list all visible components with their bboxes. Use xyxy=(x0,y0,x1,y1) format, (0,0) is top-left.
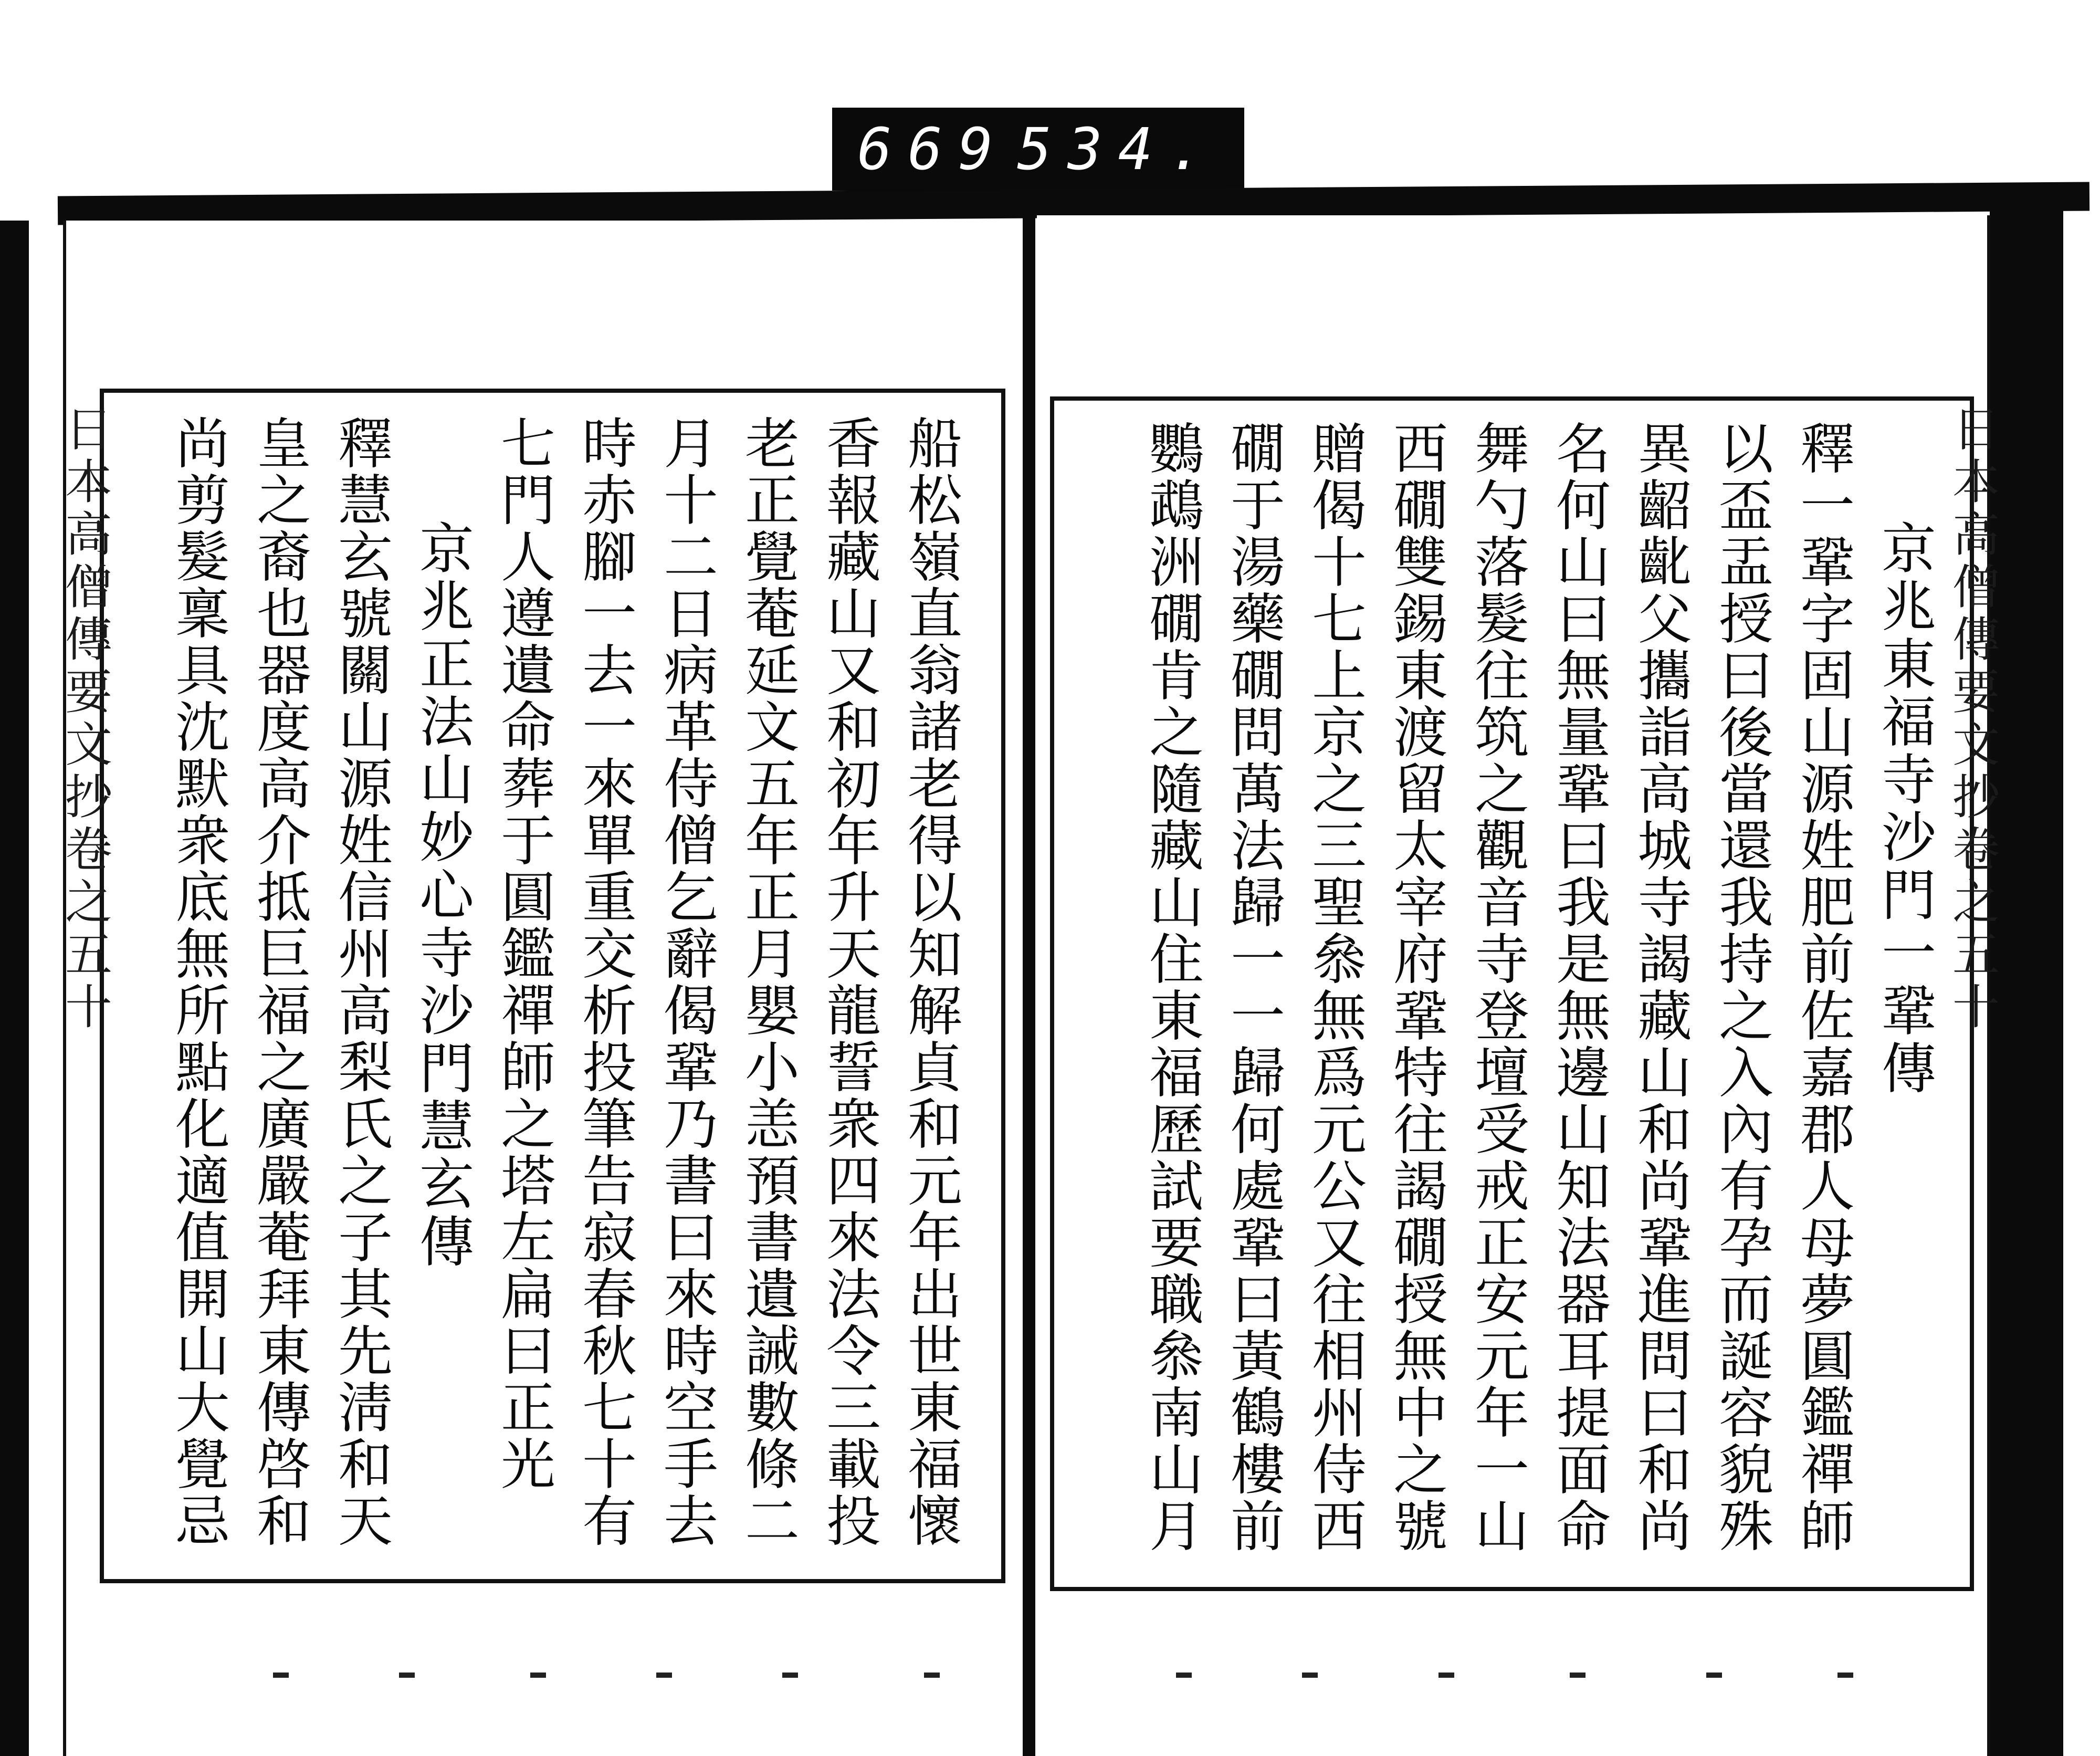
archive-label xyxy=(832,108,1244,191)
right-margin-title: 日本高僧傳要文抄卷之五十 xyxy=(1944,404,1999,1034)
right-column-8: 贈偈十七上京之三聖叅無爲元公又往相州侍西 xyxy=(1303,420,1367,1554)
left-column-3: 老正覺菴延文五年正月嬰小恙預書遺誡數條二 xyxy=(736,415,800,1549)
print-mark xyxy=(1176,1673,1192,1678)
print-mark xyxy=(1302,1673,1318,1678)
archive-number-left: 669 xyxy=(857,116,1009,183)
right-column-9: 礀于湯藥礀問萬法歸一一歸何處鞏曰黃鶴樓前 xyxy=(1221,420,1285,1554)
left-margin-title: 日本高僧傳要文抄卷之五十 xyxy=(57,404,112,1034)
right-column-6: 舞勺落髮往筑之觀音寺登壇受戒正安元年一山 xyxy=(1465,420,1529,1554)
right-column-7: 西礀雙錫東渡留太宰府鞏特往謁礀授無中之號 xyxy=(1384,420,1448,1554)
left-column-6: 七門人遵遺命葬于圓鑑禪師之塔左扁曰正光 xyxy=(491,415,555,1492)
print-mark xyxy=(656,1673,672,1678)
print-mark xyxy=(1838,1673,1853,1678)
left-column-9: 皇之裔也器度高介抵巨福之廣嚴菴拜東傳啓和 xyxy=(247,415,311,1549)
print-mark xyxy=(782,1673,798,1678)
archive-number-right: 534. xyxy=(1017,116,1220,183)
print-mark xyxy=(399,1673,415,1678)
print-mark xyxy=(1570,1673,1586,1678)
left-heading: 京兆正法山妙心寺沙門慧玄傳 xyxy=(410,520,474,1271)
print-mark xyxy=(1706,1673,1722,1678)
print-mark xyxy=(530,1673,546,1678)
book-cover-left xyxy=(0,221,29,1756)
left-column-4: 月十二日病革侍僧乞辭偈鞏乃書曰來時空手去 xyxy=(654,415,718,1549)
left-column-2: 香報藏山又和初年升天龍誓衆四來法令三載投 xyxy=(817,415,881,1549)
right-column-10: 鸚鵡洲礀肯之隨藏山住東福歷試要職叅南山月 xyxy=(1140,420,1204,1554)
print-mark xyxy=(273,1673,289,1678)
book-spine xyxy=(1023,210,1035,1756)
left-column-1: 船松嶺直翁諸老得以知解貞和元年出世東福懷 xyxy=(898,415,962,1549)
left-column-8: 釋慧玄號關山源姓信州高梨氏之子其先淸和天 xyxy=(329,415,393,1549)
right-heading: 京兆東福寺沙門一鞏傳 xyxy=(1872,520,1936,1098)
print-mark xyxy=(1438,1673,1454,1678)
left-column-10: 尚剪髮稟具沈默衆底無所點化適值開山大覺忌 xyxy=(166,415,230,1549)
right-column-2: 釋一鞏字固山源姓肥前佐嘉郡人母夢圓鑑禪師 xyxy=(1791,420,1855,1554)
left-column-5: 時赤腳一去一來單重交析投筆告寂春秋七十有 xyxy=(573,415,637,1549)
right-column-5: 名何山曰無量鞏曰我是無邊山知法器耳提面命 xyxy=(1547,420,1611,1554)
print-mark xyxy=(924,1673,940,1678)
right-column-3: 以盃盂授曰後當還我持之入內有孕而誕容貌殊 xyxy=(1709,420,1773,1554)
right-column-4: 異齠齔父攜詣高城寺謁藏山和尚鞏進問曰和尚 xyxy=(1628,420,1692,1554)
